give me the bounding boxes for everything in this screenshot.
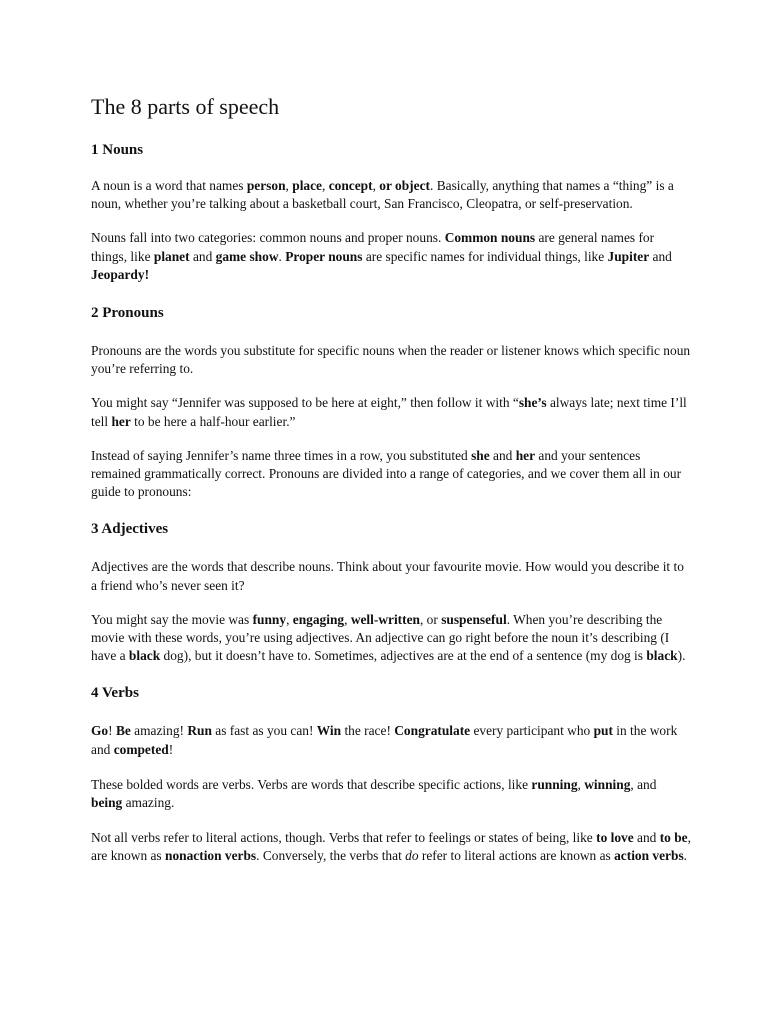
bold-term: Run (187, 723, 212, 739)
text-run: . (278, 248, 286, 264)
text-run: , (577, 776, 585, 792)
bold-term: to be (659, 830, 688, 846)
nouns-paragraph-1 (91, 177, 691, 213)
bold-term: suspenseful (441, 611, 507, 627)
text-run: and (649, 248, 672, 264)
bold-term: funny (252, 611, 287, 627)
section-heading-pronouns: 2 Pronouns (91, 305, 164, 322)
text-run: , or (419, 611, 442, 627)
bold-term: planet (153, 248, 190, 264)
text-run: refer to literal actions are known as (418, 848, 615, 864)
nouns-paragraph-2 (91, 229, 691, 284)
bold-term: engaging (292, 611, 345, 627)
text-run: and (633, 830, 660, 846)
bold-term: put (593, 723, 613, 739)
bold-term: Go (91, 723, 109, 739)
bold-term: black (128, 648, 161, 664)
text-run: , (286, 611, 293, 627)
verbs-paragraph-3 (91, 829, 691, 865)
text-run: You might say the movie was (91, 611, 253, 627)
text-run: , (344, 611, 351, 627)
bold-term: place (292, 178, 322, 193)
adjectives-paragraph-2 (91, 611, 691, 666)
bold-term: Common nouns (444, 230, 536, 246)
text-run: and (489, 447, 516, 463)
bold-term: Proper nouns (285, 248, 363, 264)
text-run: , (322, 178, 329, 193)
text-run: and (189, 248, 216, 264)
text-run: ! (108, 723, 116, 739)
text-run: , are known as (91, 830, 691, 864)
text-run: Adjectives are the words that describe nouns. Think about your favourite movie. How would you describe it to a friend who’s never seen it? (91, 559, 684, 593)
text-run: Not all verbs refer to literal actions, though. Verbs that refer to feelings or states of being, like (91, 830, 597, 846)
bold-term: her (111, 413, 131, 429)
bold-term: Congratulate (394, 723, 471, 739)
bold-term: running (531, 776, 578, 792)
bold-term: Jeopardy! (91, 266, 150, 282)
text-run: . (683, 848, 688, 864)
section-heading-nouns: 1 Nouns (91, 142, 144, 158)
bold-term: well-written (350, 611, 420, 627)
pronouns-paragraph-2 (91, 394, 691, 430)
section-heading-adjectives: 3 Adjectives (91, 521, 169, 538)
text-run: always late; next time I’ll tell (91, 395, 687, 429)
bold-term: or object (379, 178, 430, 193)
text-run: You might say “Jennifer was supposed to be here at eight,” then follow it with “ (91, 395, 519, 411)
bold-term: winning (584, 776, 631, 792)
bold-term: competed (113, 741, 169, 757)
bold-term: she’s (518, 395, 547, 411)
bold-term: black (646, 648, 678, 664)
document-page (91, 92, 691, 866)
text-run: every participant who (470, 723, 594, 739)
text-run: , (285, 178, 293, 193)
text-run: Instead of saying Jennifer’s name three times in a row, you substituted (91, 447, 472, 463)
adjectives-paragraph-1 (91, 558, 691, 594)
pronouns-paragraph-1 (91, 342, 691, 378)
text-run: , and (630, 776, 657, 792)
text-run: , (372, 178, 380, 193)
text-run: amazing. (122, 795, 175, 811)
bold-term: Win (316, 723, 342, 739)
verbs-paragraph-2 (91, 776, 691, 812)
text-run: dog), but it doesn’t have to. Sometimes, adjectives are at the end of a sentence (my dog is (160, 648, 647, 664)
pronouns-paragraph-3 (91, 447, 691, 502)
text-run: and your sentences remained grammatically correct. Pronouns are divided into a range of categories, and we cover them all in our guide to pronouns: (91, 447, 682, 500)
text-run: These bolded words are verbs. Verbs are words that describe specific actions, like (91, 776, 532, 792)
bold-term: nonaction verbs (165, 848, 257, 864)
document-title: The 8 parts of speech (91, 94, 280, 119)
text-run: Pronouns are the words you substitute for specific nouns when the reader or listener knows which specific noun you’re referring to. (91, 343, 691, 377)
bold-term: she (471, 447, 490, 463)
italic-term: do (405, 848, 419, 864)
bold-term: concept (328, 178, 373, 193)
bold-term: Be (115, 723, 131, 739)
verbs-paragraph-1 (91, 722, 691, 758)
text-run: . Conversely, the verbs that (256, 848, 406, 864)
text-run: . When you’re describing the movie with these words, you’re using adjectives. An adjective can go right before the noun it’s describing (I have a (91, 611, 670, 664)
bold-term: being (91, 795, 123, 811)
text-run: as fast as you can! (211, 723, 317, 739)
bold-term: to love (596, 830, 634, 846)
text-run: Nouns fall into two categories: common nouns and proper nouns. (91, 230, 445, 246)
text-run: are general names for things, like (91, 230, 655, 264)
bold-term: Jupiter (607, 248, 650, 264)
text-run: in the work and (91, 723, 678, 757)
bold-term: person (246, 178, 286, 193)
text-run: are specific names for individual things, like (362, 248, 608, 264)
text-run: to be here a half-hour earlier.” (130, 413, 296, 429)
text-run: . Basically, anything that names a “thing” is a noun, whether you’re talking about a basketball court, San Francisco, Cleopatra, or self-preservation. (91, 178, 674, 212)
text-run: the race! (341, 723, 395, 739)
text-run: amazing! (130, 723, 188, 739)
text-run: A noun is a word that names (91, 178, 247, 193)
text-run: ). (677, 648, 686, 664)
bold-term: game show (215, 248, 279, 264)
section-heading-verbs: 4 Verbs (91, 685, 139, 702)
bold-term: her (515, 447, 536, 463)
text-run: ! (168, 741, 174, 757)
bold-term: action verbs (614, 848, 684, 864)
